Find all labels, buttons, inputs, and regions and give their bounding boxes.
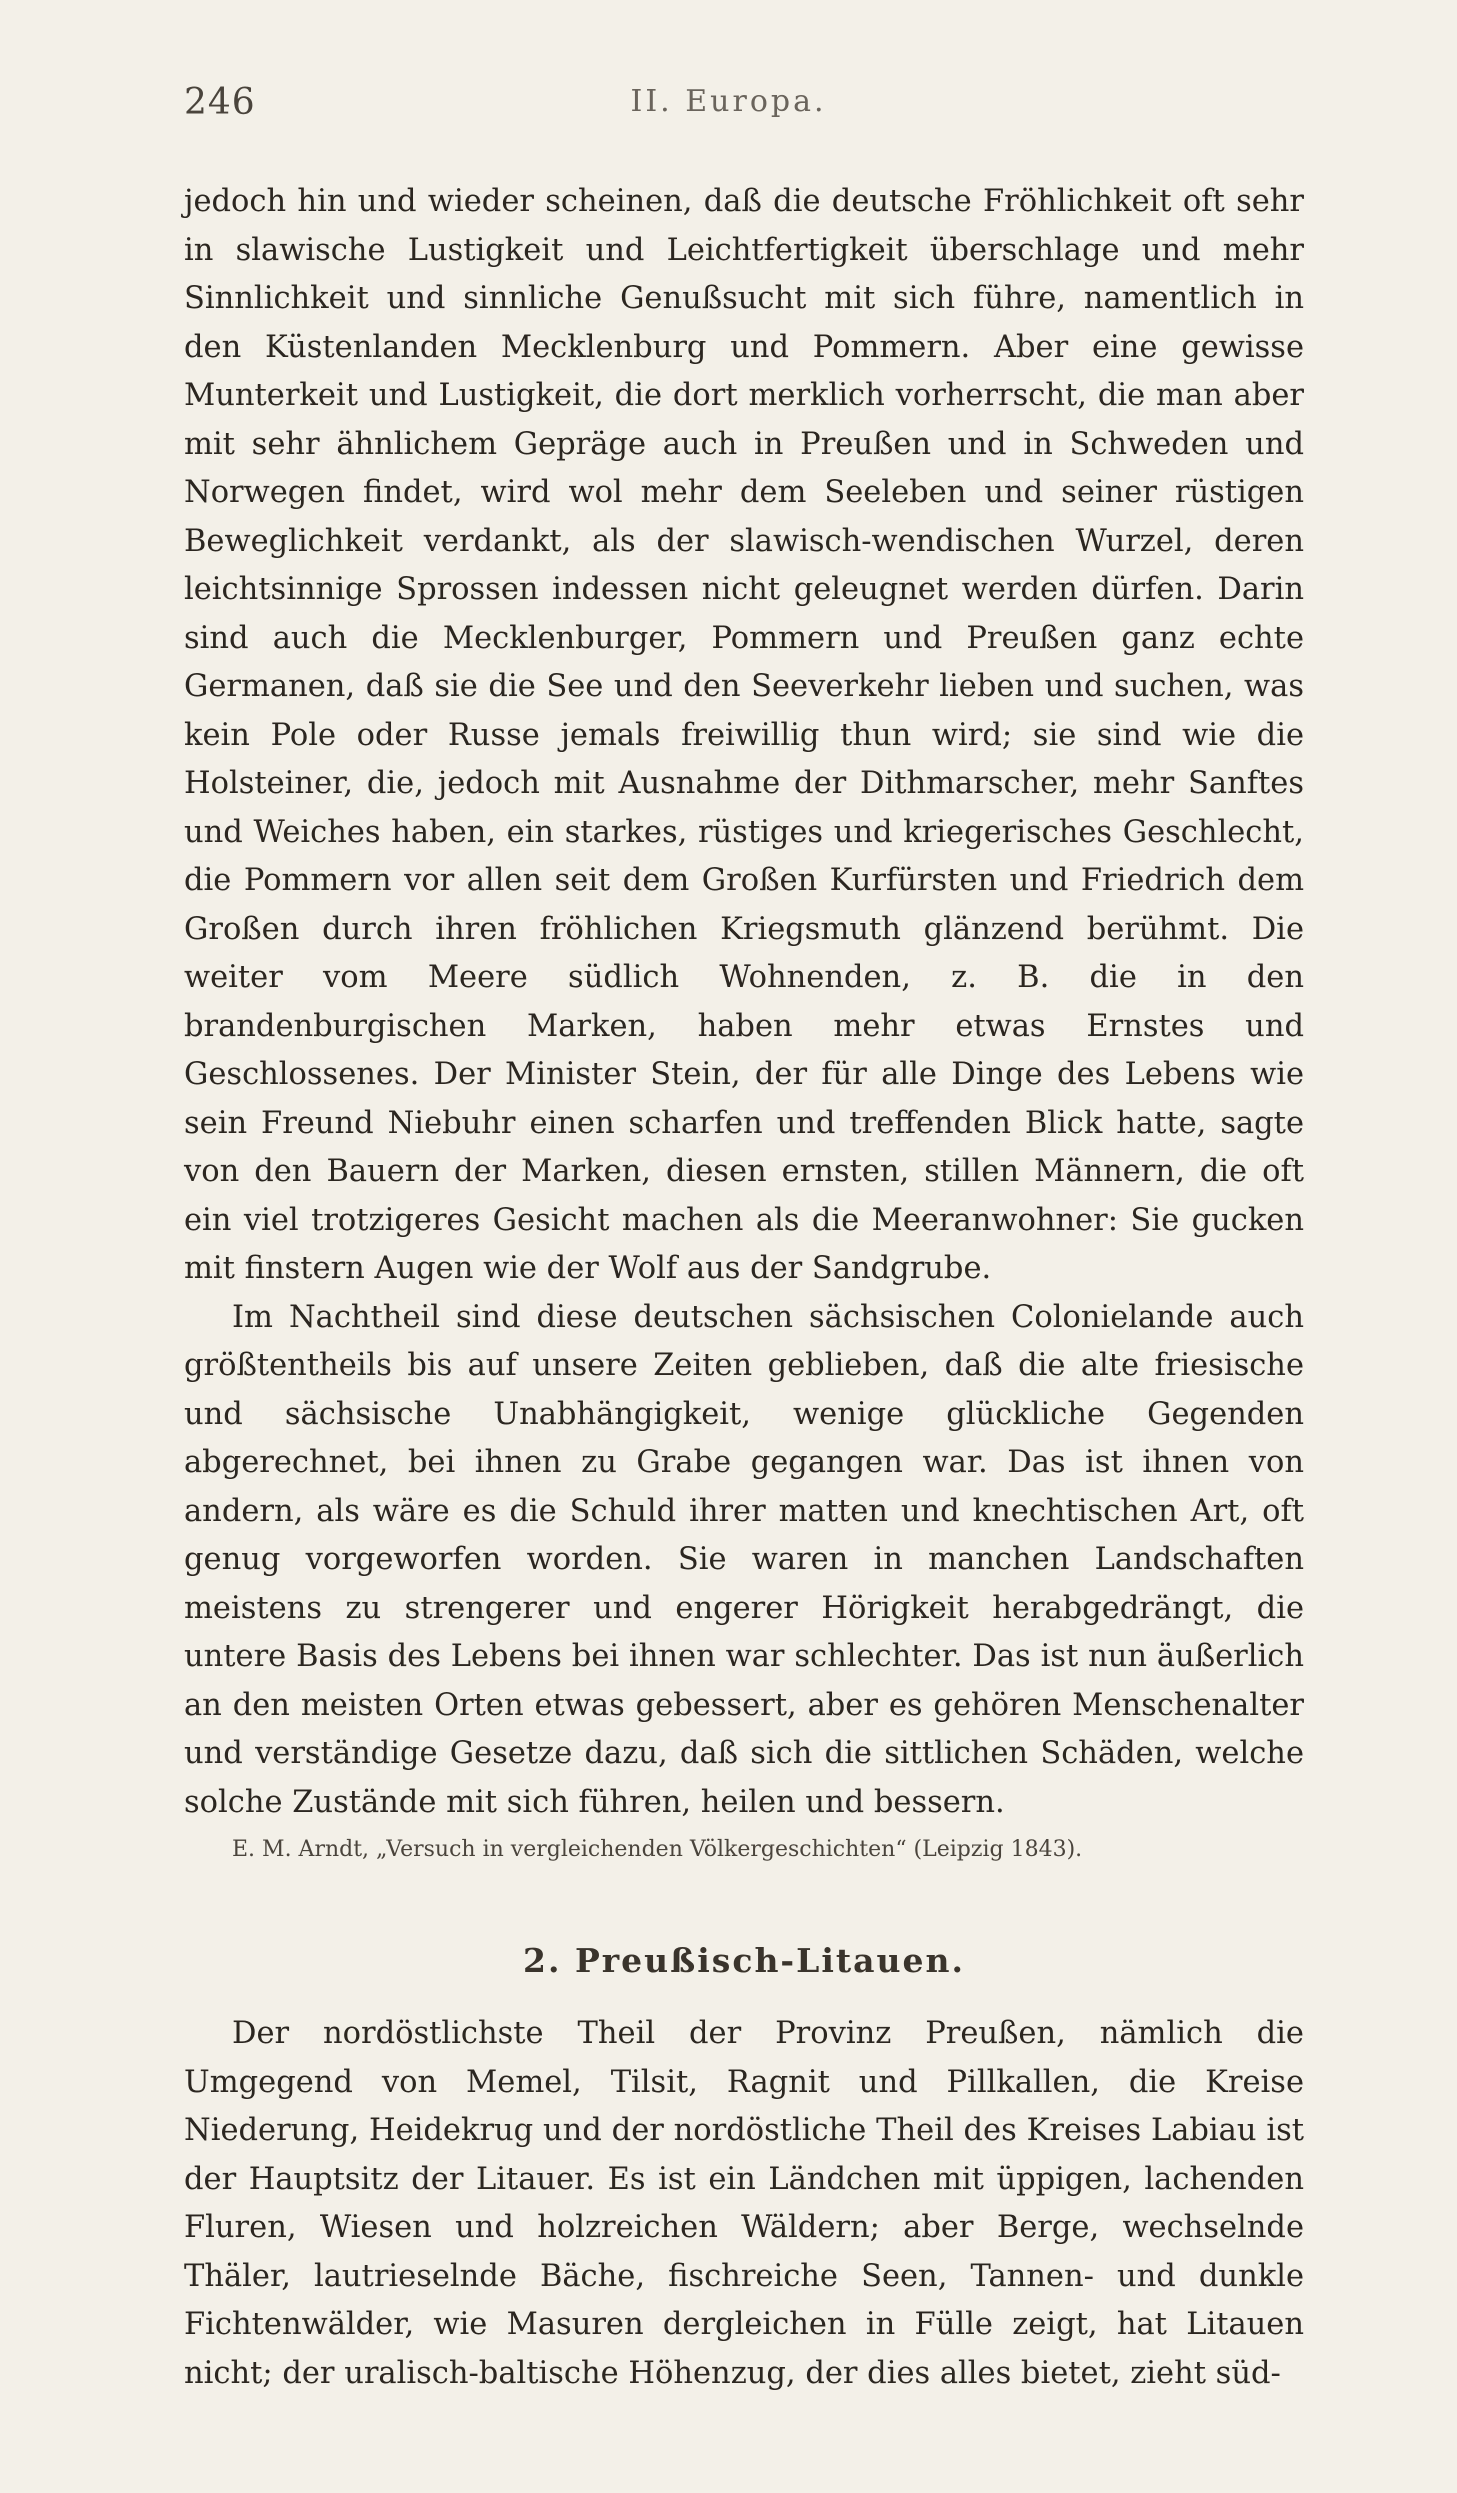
source-citation: E. M. Arndt, „Versuch in vergleichenden Völkergeschichten“ (Leipzig 1843). [232,1837,1083,1862]
paragraph: Im Nachtheil sind diese deutschen sächsischen Colonielande auch größtentheils bis auf unsere Zeiten geblieben, daß die alte friesische und sächsische Unabhängigkeit, wenige glückliche Gegenden abgerechnet, bei ihnen zu Grabe gegangen war. Das ist ihnen von andern, als wäre es die Schuld ihrer matten und knechtischen Art, oft genug vorgeworfen worden. Sie waren in manchen Landschaften meistens zu strengerer und engerer Hörigkeit herabgedrängt, die untere Basis des Lebens bei ihnen war schlechter. Das ist nun äußerlich an den meisten Orten etwas gebessert, aber es gehören Menschenalter und verständige Gesetze dazu, daß sich die sittlichen Schäden, welche solche Zustände mit sich führen, heilen und bessern. [184,1299,1304,1820]
continued-paragraph: jedoch hin und wieder scheinen, daß die deutsche Fröhlichkeit oft sehr in slawische Lustigkeit und Leichtfertigkeit überschlage und mehr Sinnlichkeit und sinnliche Genußsucht mit sich führe, namentlich in den Küstenlanden Mecklenburg und Pommern. Aber eine gewisse Munterkeit und Lustigkeit, die dort merklich vorherrscht, die man aber mit sehr ähnlichem Gepräge auch in Preußen und in Schweden und Norwegen findet, wird wol mehr dem Seeleben und seiner rüstigen Beweglichkeit verdankt, als der slawisch-wendischen Wurzel, deren leichtsinnige Sprossen indessen nicht geleugnet werden dürfen. Darin sind auch die Mecklenburger, Pommern und Preußen ganz echte Germanen, daß sie die See und den Seeverkehr lieben und suchen, was kein Pole oder Russe jemals freiwillig thun wird; sie sind wie die Holsteiner, die, jedoch mit Ausnahme der Dithmarscher, mehr Sanftes und Weiches haben, ein starkes, rüstiges und kriegerisches Geschlecht, die Pommern vor allen seit dem Großen Kurfürsten und Friedrich dem Großen durch ihren fröhlichen Kriegsmuth glänzend berühmt. Die weiter vom Meere südlich Wohnenden, z. B. die in den brandenburgischen Marken, haben mehr etwas Ernstes und Geschlossenes. Der Minister Stein, der für alle Dinge des Lebens wie sein Freund Niebuhr einen scharfen und treffenden Blick hatte, sagte von den Bauern der Marken, diesen ernsten, stillen Männern, die oft ein viel trotzigeres Gesicht machen als die Meeranwohner: Sie gucken mit finstern Augen wie der Wolf aus der Sandgrube. [184,184,1304,1286]
page-number: 246 [184,82,256,123]
running-head: II. Europa. [630,84,827,119]
page-header [0,82,1457,132]
paragraph: Der nordöstlichste Theil der Provinz Preußen, nämlich die Umgegend von Memel, Tilsit, Ragnit und Pillkallen, die Kreise Niederung, Heidekrug und der nordöstliche Theil des Kreises Labiau ist der Hauptsitz der Litauer. Es ist ein Ländchen mit üppigen, lachenden Fluren, Wiesen und holzreichen Wäldern; aber Berge, wechselnde Thäler, lautrieselnde Bäche, fischreiche Seen, Tannen- und dunkle Fichtenwälder, wie Masuren dergleichen in Fülle zeigt, hat Litauen nicht; der uralisch-baltische Höhenzug, der dies alles bietet, zieht süd- [184,2016,1304,2391]
section-heading: 2. Preußisch-Litauen. [523,1941,965,1980]
body-text [184,178,1304,2398]
